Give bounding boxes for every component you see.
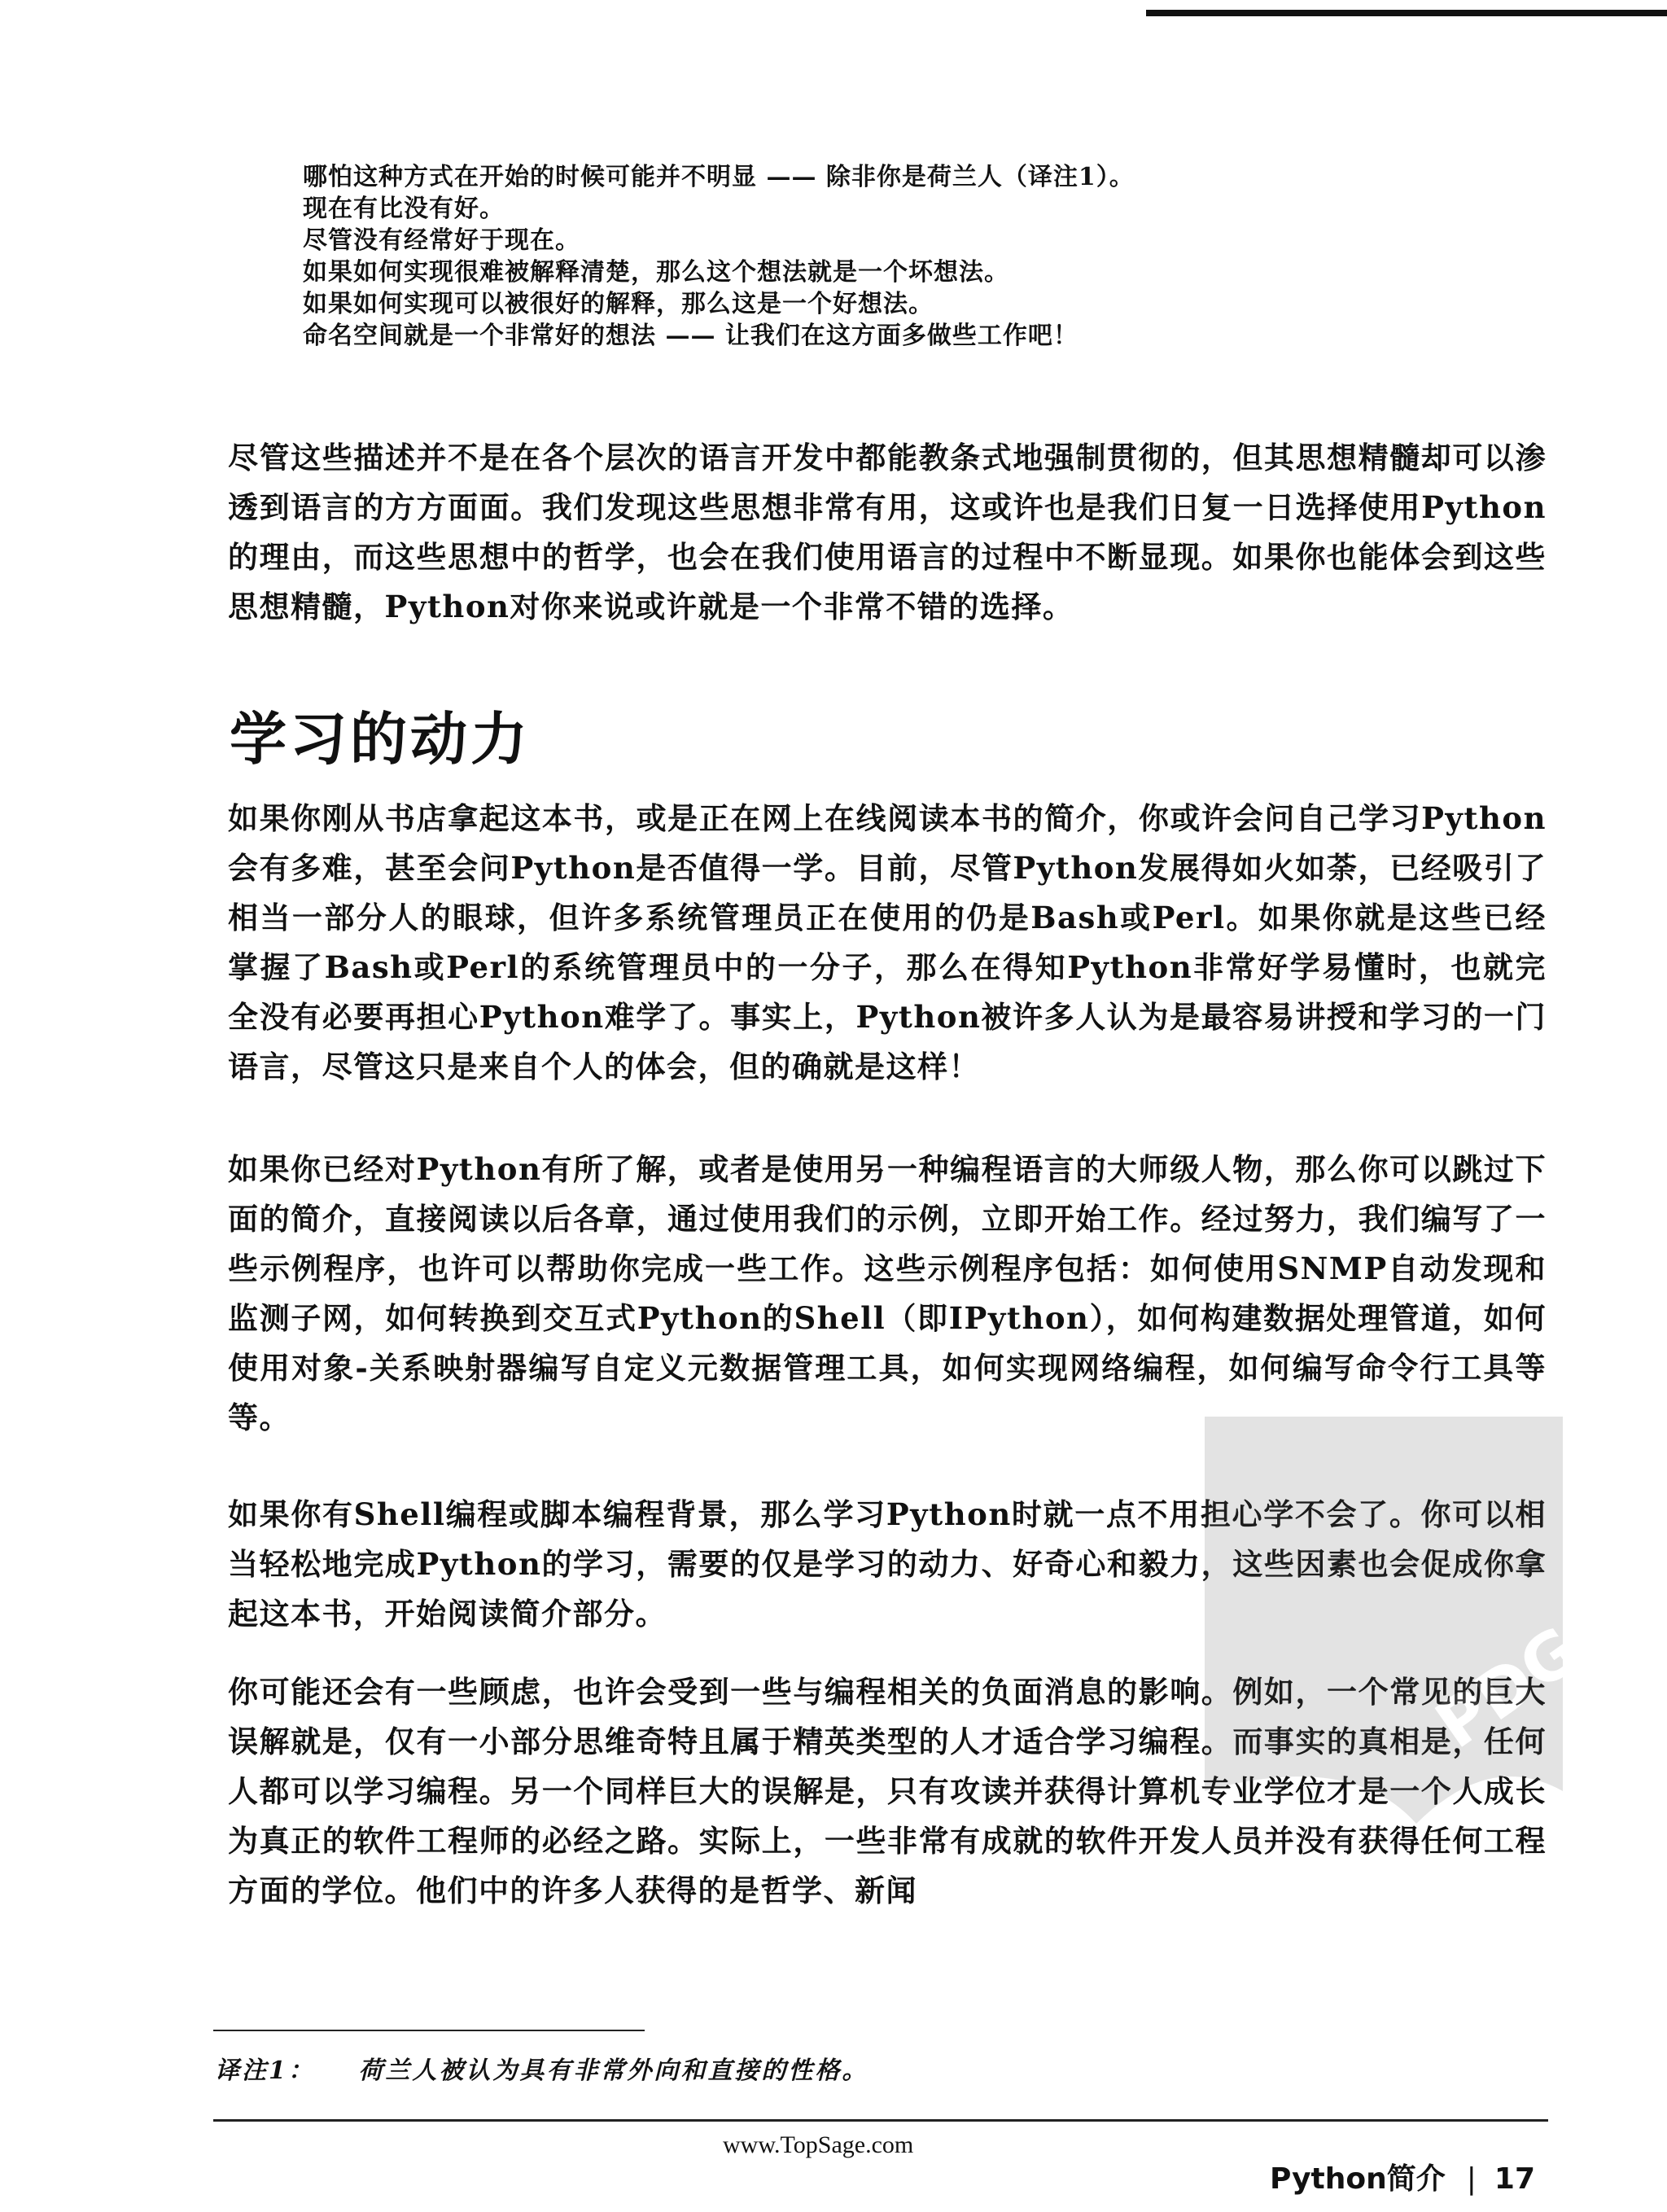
footer-chapter-title: Python简介 (1270, 2162, 1446, 2196)
epigraph-block (303, 161, 1442, 352)
epigraph-line: 如果如何实现很难被解释清楚，那么这个想法就是一个坏想法。 (303, 258, 1009, 287)
top-rule (1146, 10, 1667, 16)
paragraph-examples: 如果你已经对Python有所了解，或者是使用另一种编程语言的大师级人物，那么你可以跳过下面的简介，直接阅读以后各章，通过使用我们的示例，立即开始工作。经过努力，我们编写了一些示例程序，也许可以帮助你完成一些工作。这些示例程序包括：如何使用SNMP自动发现和监测子网，如何转换到交互式Python的Shell（即IPython），如何构建数据处理管道，如何使用对象-关系映射器编写自定义元数据管理工具，如何实现网络编程，如何编写命令行工具等等。 (228, 1151, 1547, 1435)
page-footer (1270, 2156, 1535, 2197)
epigraph-line: 哪怕这种方式在开始的时候可能并不明显 —— 除非你是荷兰人（译注1）。 (303, 163, 1135, 191)
pdg-stamp-watermark (1107, 1368, 1595, 1873)
watermark-url: www.TopSage.com (723, 2131, 914, 2158)
paragraph-shell-background: 如果你有Shell编程或脚本编程背景，那么学习Python时就一点不用担心学不会了。你可以相当轻松地完成Python的学习，需要的仅是学习的动力、好奇心和毅力，这些因素也会促成你拿起这本书，开始阅读简介部分。 (228, 1496, 1547, 1632)
stamp-shape (1205, 1417, 1563, 1824)
epigraph-line: 现在有比没有好。 (303, 195, 505, 223)
footnote-rule (213, 2030, 645, 2031)
paragraph-motivation: 如果你刚从书店拿起这本书，或是正在网上在线阅读本书的简介，你或许会问自己学习Python会有多难，甚至会问Python是否值得一学。目前，尽管Python发展得如火如荼，已经吸引了相当一部分人的眼球，但许多系统管理员正在使用的仍是Bash或Perl。如果你就是这些已经掌握了Bash或Perl的系统管理员中的一分子，那么在得知Python非常好学易懂时，也就完全没有必要再担心Python难学了。事实上，Python被许多人认为是最容易讲授和学习的一门语言，尽管这只是来自个人的体会，但的确就是这样！ (228, 800, 1547, 1084)
intro-paragraph: 尽管这些描述并不是在各个层次的语言开发中都能教条式地强制贯彻的，但其思想精髓却可以渗透到语言的方方面面。我们发现这些思想非常有用，这或许也是我们日复一日选择使用Python的理由，而这些思想中的哲学，也会在我们使用语言的过程中不断显现。如果你也能体会到这些思想精髓，Python对你来说或许就是一个非常不错的选择。 (228, 440, 1547, 624)
footer-separator: | (1466, 2162, 1477, 2196)
footnote-text: 荷兰人被认为具有非常外向和直接的性格。 (358, 2057, 869, 2085)
footnote-label: 译注1： (215, 2057, 315, 2085)
epigraph-line: 如果如何实现可以被很好的解释，那么这是一个好想法。 (303, 290, 934, 318)
page-number: 17 (1494, 2162, 1535, 2196)
epigraph-line: 尽管没有经常好于现在。 (303, 226, 580, 255)
section-heading: 学习的动力 (230, 706, 531, 773)
footer-rule (213, 2119, 1548, 2122)
epigraph-line: 命名空间就是一个非常好的想法 —— 让我们在这方面多做些工作吧！ (303, 322, 1079, 350)
paragraph-misconceptions: 你可能还会有一些顾虑，也许会受到一些与编程相关的负面消息的影响。例如，一个常见的巨大误解就是，仅有一小部分思维奇特且属于精英类型的人才适合学习编程。而事实的真相是，任何人都可以学习编程。另一个同样巨大的误解是，只有攻读并获得计算机专业学位才是一个人成长为真正的软件工程师的必经之路。实际上，一些非常有成就的软件开发人员并没有获得任何工程方面的学位。他们中的许多人获得的是哲学、新闻 (228, 1674, 1547, 1908)
stamp-text: PDG (1422, 1612, 1594, 1763)
footnote (215, 2050, 869, 2086)
